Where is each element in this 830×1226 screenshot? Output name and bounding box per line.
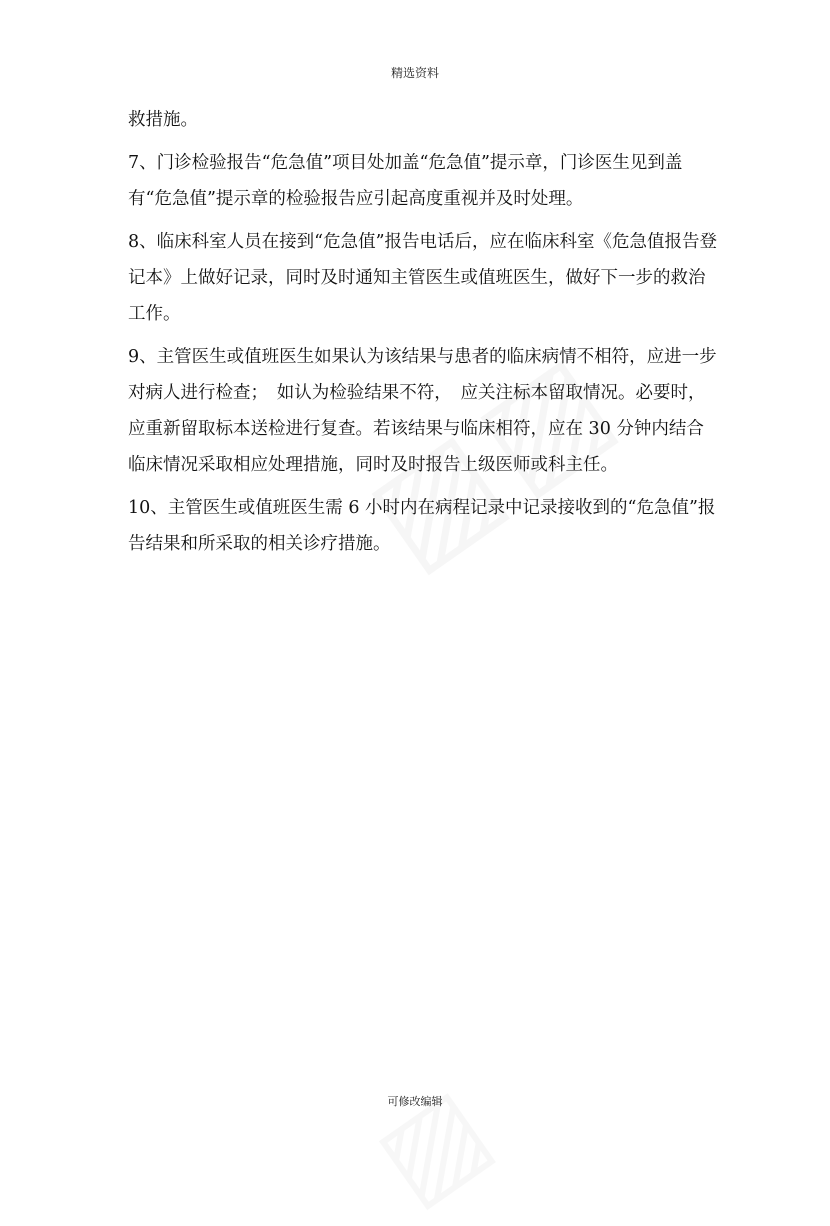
watermark-bottom bbox=[353, 1062, 512, 1226]
paragraph-item-10: 10、主管医生或值班医生需 6 小时内在病程记录中记录接收到的“危急值”报告结果和所采取的相关诊疗措施。 bbox=[128, 498, 716, 554]
paragraph-continuation: 救措施。 bbox=[128, 110, 198, 130]
paragraph-item-8: 8、临床科室人员在接到“危急值”报告电话后，应在临床科室《危急值报告登记本》上做好记录，同时及时通知主管医生或值班医生，做好下一步的救治工作。 bbox=[128, 232, 718, 324]
page-header: 精选资料 bbox=[390, 66, 439, 80]
page-footer: 可修改编辑 bbox=[387, 1095, 443, 1108]
document-body bbox=[128, 102, 718, 569]
paragraph-item-9: 9、主管医生或值班医生如果认为该结果与患者的临床病情不相符，应进一步对病人进行检查； 如认为检验结果不符， 应关注标本留取情况。必要时，应重新留取标本送检进行复查。若该结果与临床相符，应在 30 分钟内结合临床情况采取相应处理措施，同时及时报告上级医师或科主任。 bbox=[128, 347, 717, 475]
paragraph-item-7: 7、门诊检验报告“危急值”项目处加盖“危急值”提示章，门诊医生见到盖有“危急值”提示章的检验报告应引起高度重视并及时处理。 bbox=[128, 153, 683, 209]
